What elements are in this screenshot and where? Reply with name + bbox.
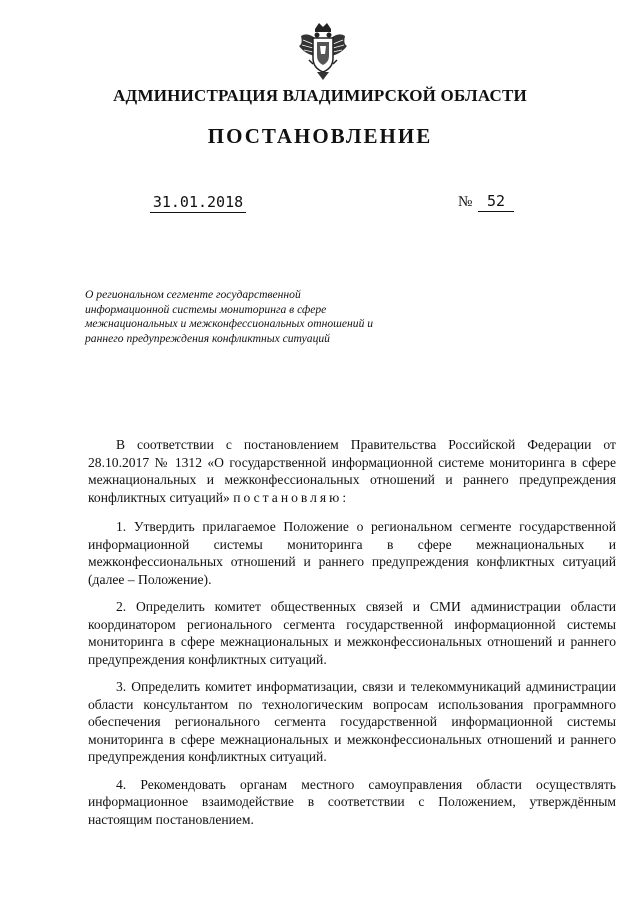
number-label: № [458, 194, 473, 210]
item-3: 3. Определить комитет информатизации, связи и телекоммуникаций администрации области консультантом по технологическим вопросам использования программного обеспечения регионального сегмента государственной информационной системы мониторинга в сфере межнациональных и межконфессиональных отношений и раннего предупреждения конфликтных ситуаций. [88, 679, 616, 764]
intro-paragraph [88, 436, 616, 506]
intro-verb: постановляю: [233, 489, 350, 505]
document-subject: О региональном сегменте государственной информационной системы мониторинга в сфере межнациональных и межконфессиональных отношений и раннего предупреждения конфликтных ситуаций [85, 288, 374, 345]
intro-text: В соответствии с постановлением Правительства Российской Федерации от 28.10.2017 № 1312 «О государственной информационной системе мониторинга в сфере межнациональных и межконфессиональных отношений и раннего предупреждения конфликтных ситуаций» [88, 437, 616, 505]
document-number: 52 [478, 192, 514, 212]
item-4: 4. Рекомендовать органам местного самоуправления области осуществлять информационное взаимодействие в соответствии с Положением, утверждённым настоящим постановлением. [88, 776, 616, 827]
item-1: 1. Утвердить прилагаемое Положение о региональном сегменте государственной информационной системы мониторинга в сфере межнациональных и межконфессиональных отношений и раннего предупреждения конфликтных ситуаций (далее – Положение). [88, 519, 616, 587]
document-type: ПОСТАНОВЛЕНИЕ [207, 124, 433, 148]
document-body [88, 436, 616, 838]
document-date: 31.01.2018 [150, 193, 246, 213]
organization-title: АДМИНИСТРАЦИЯ ВЛАДИМИРСКОЙ ОБЛАСТИ [113, 86, 527, 105]
item-2: 2. Определить комитет общественных связей и СМИ администрации области координатором регионального сегмента государственной информационной системы мониторинга в сфере межнациональных и межконфессиональных отношений и раннего предупреждения конфликтных ситуаций. [88, 599, 616, 667]
coat-of-arms-icon [295, 20, 351, 82]
